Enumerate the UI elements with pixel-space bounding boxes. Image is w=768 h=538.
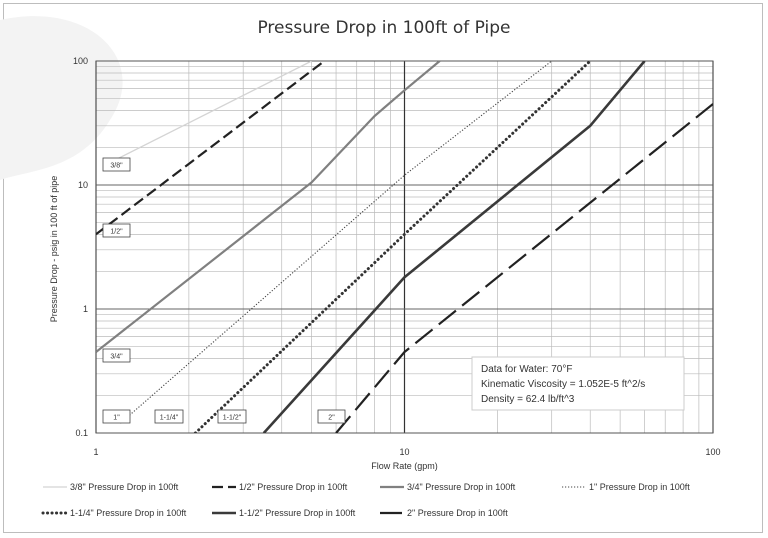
x-tick-label: 10 xyxy=(399,447,410,457)
legend-entry: 1/2" Pressure Drop in 100ft xyxy=(239,482,348,492)
y-axis-label: Pressure Drop - psig in 100 ft of pipe xyxy=(49,175,59,323)
pipe-size-label: 1/2" xyxy=(110,228,123,236)
pipe-size-label: 1-1/2" xyxy=(222,414,242,422)
pipe-size-label: 2" xyxy=(328,414,335,422)
y-tick-label: 10 xyxy=(77,180,88,190)
chart-title: Pressure Drop in 100ft of Pipe xyxy=(257,18,511,38)
legend-entry: 3/8" Pressure Drop in 100ft xyxy=(70,482,179,492)
pipe-size-label: 3/8" xyxy=(110,162,123,170)
legend-entry: 2" Pressure Drop in 100ft xyxy=(407,508,508,518)
pipe-size-label: 3/4" xyxy=(110,353,123,361)
x-tick-label: 1 xyxy=(93,447,99,457)
x-tick-label: 100 xyxy=(705,447,721,457)
y-tick-label: 100 xyxy=(72,56,88,66)
legend-entry: 3/4" Pressure Drop in 100ft xyxy=(407,482,516,492)
pipe-size-label: 1-1/4" xyxy=(159,414,179,422)
annotation-line: Data for Water: 70°F xyxy=(481,364,573,375)
annotation-line: Kinematic Viscosity = 1.052E-5 ft^2/s xyxy=(481,379,646,390)
y-tick-label: 1 xyxy=(82,304,88,314)
legend-entry: 1" Pressure Drop in 100ft xyxy=(589,482,690,492)
pipe-size-label: 1" xyxy=(113,414,120,422)
y-tick-label: 0.1 xyxy=(75,428,88,438)
x-axis-label: Flow Rate (gpm) xyxy=(371,461,438,471)
legend-entry: 1-1/2" Pressure Drop in 100ft xyxy=(239,508,356,518)
legend-entry: 1-1/4" Pressure Drop in 100ft xyxy=(70,508,187,518)
annotation-line: Density = 62.4 lb/ft^3 xyxy=(481,394,575,405)
